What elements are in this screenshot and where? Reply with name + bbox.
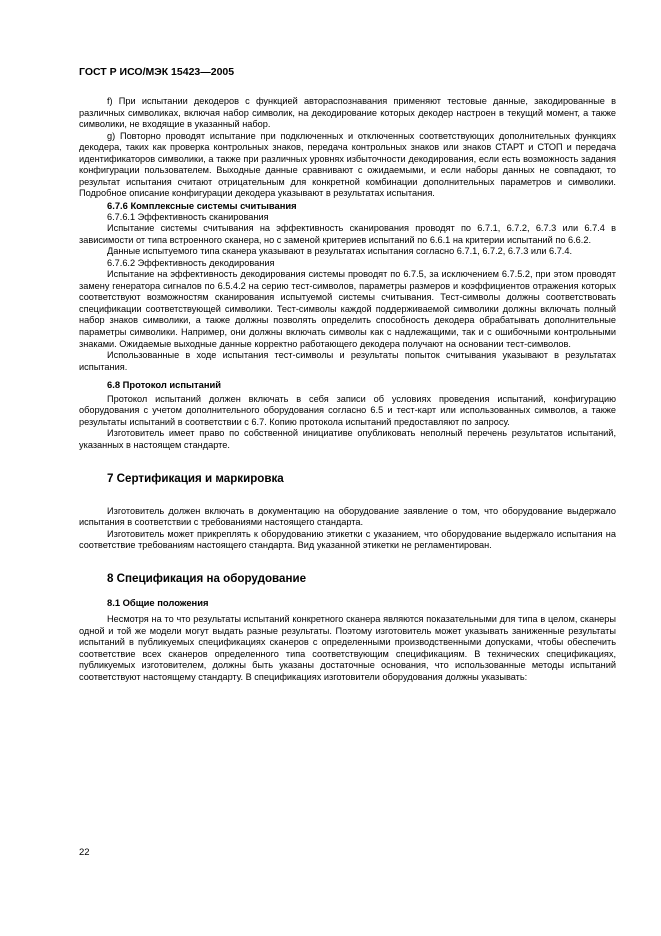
section-6-7-6-2-paragraph: Испытание на эффективность декодирования системы проводят по 6.7.5, за исключением 6.7.5.2, при этом проводят замену генератора сигналов по 6.5.4.2 на серию тест-символов, параметры размеров и коэффициентов отражения которых соответствуют возможностям сканирования испытуемой системы считывания. Тест-символы должны соответствовать спецификации соответствующей символики. Тест-символы каждой поддерживаемой символики должны включать полный набор знаков символики, а также должны позволять определить способность декодера обрабатывать дополнительные параметры символики. Например, они должны включать символы как с надлежащими, так и с ошибочными контрольными знаками. Ожидаемые выходные данные корректно работающего декодера получают на основании тест-символов. — [79, 269, 616, 349]
item-f-paragraph: f) При испытании декодеров с функцией автораспознавания применяют тестовые данные, закодированные в различных символиках, включая набор символик, на декодирование которых декодер настроен в текущий момент, а также символики, не входящие в указанный набор. — [79, 96, 616, 130]
section-6-8-heading: 6.8 Протокол испытаний — [107, 379, 222, 391]
section-6-7-6-2-paragraph: Использованные в ходе испытания тест-символы и результаты попыток считывания указывают в результатах испытания. — [79, 350, 616, 372]
section-8-1-paragraph: Несмотря на то что результаты испытаний конкретного сканера являются показательными для типа в целом, сканеры одной и той же модели могут выдать разные результаты. Поэтому изготовитель может указывать заниженные результаты испытаний в публикуемых спецификациях сканеров с определенными производственными допусками, чтобы обеспечить соответствие всех сканеров определенного типа соответствующим спецификациям. В технических спецификациях, публикуемых изготовителем, должны быть указаны достаточные основания, что использованные методы испытаний соответствуют настоящему стандарту. В спецификациях изготовители оборудования должны указывать: — [79, 614, 616, 683]
section-8-1-heading: 8.1 Общие положения — [107, 596, 209, 608]
section-6-7-6-heading: 6.7.6 Комплексные системы считывания — [107, 199, 297, 211]
section-8-heading: 8 Спецификация на оборудование — [107, 571, 307, 585]
section-6-7-6-2-heading: 6.7.6.2 Эффективность декодирования — [107, 257, 275, 268]
section-7-paragraph: Изготовитель может прикреплять к оборудованию этикетки с указанием, что оборудование выдержало испытания на соответствие требованиям настоящего стандарта. Вид указанной этикетки не регламентирован. — [79, 528, 616, 551]
item-g-paragraph: g) Повторно проводят испытание при подключенных и отключенных соответствующих дополнительных функциях декодера, таких как проверка контрольных знаков, передача контрольных знаков или знаков СТАРТ и СТОП и передача идентификаторов символики, а также при различных уровнях избыточности декодирования, если есть возможность задания конфигурации пользователем. Выходные данные сравнивают с ожидаемыми, и если наборы данных не совпадают, то результат испытания считают отрицательным для конкретной комбинации дополнительных параметров и символики. Подробное описание конфигурации декодера указывают в результатах испытания. — [79, 130, 616, 199]
section-6-8-paragraph: Протокол испытаний должен включать в себя записи об условиях проведения испытаний, конфигурацию оборудования с учетом дополнительного оборудования согласно 6.5 и тест-карт или использованных символов, а также результаты испытаний в соответствии с 6.7. Копию протокола испытаний предоставляют по запросу. — [79, 393, 616, 427]
section-7-heading: 7 Сертификация и маркировка — [107, 471, 284, 485]
section-7-paragraph: Изготовитель должен включать в документацию на оборудование заявление о том, что оборудование выдержало испытания в соответствии с требованиями настоящего стандарта. — [79, 505, 616, 528]
page-number: 22 — [79, 847, 90, 858]
document-page — [79, 66, 616, 684]
section-6-8-paragraph: Изготовитель имеет право по собственной инициативе опубликовать неполный перечень результатов испытаний, указанных в настоящем стандарте. — [79, 428, 616, 450]
section-6-7-6-1-heading: 6.7.6.1 Эффективность сканирования — [107, 211, 269, 222]
section-6-7-6-1-paragraph: Данные испытуемого типа сканера указывают в результатах испытания согласно 6.7.1, 6.7.2, 6.7.3 или 6.7.4. — [107, 246, 573, 257]
section-6-7-6-1-paragraph: Испытание системы считывания на эффективность сканирования проводят по 6.7.1, 6.7.2, 6.7.3 или 6.7.4 в зависимости от типа встроенного сканера, но с заменой критериев испытаний по 6.6.1 на критерии испытаний по 6.6.2. — [79, 223, 616, 245]
document-header: ГОСТ Р ИСО/МЭК 15423—2005 — [79, 66, 235, 78]
